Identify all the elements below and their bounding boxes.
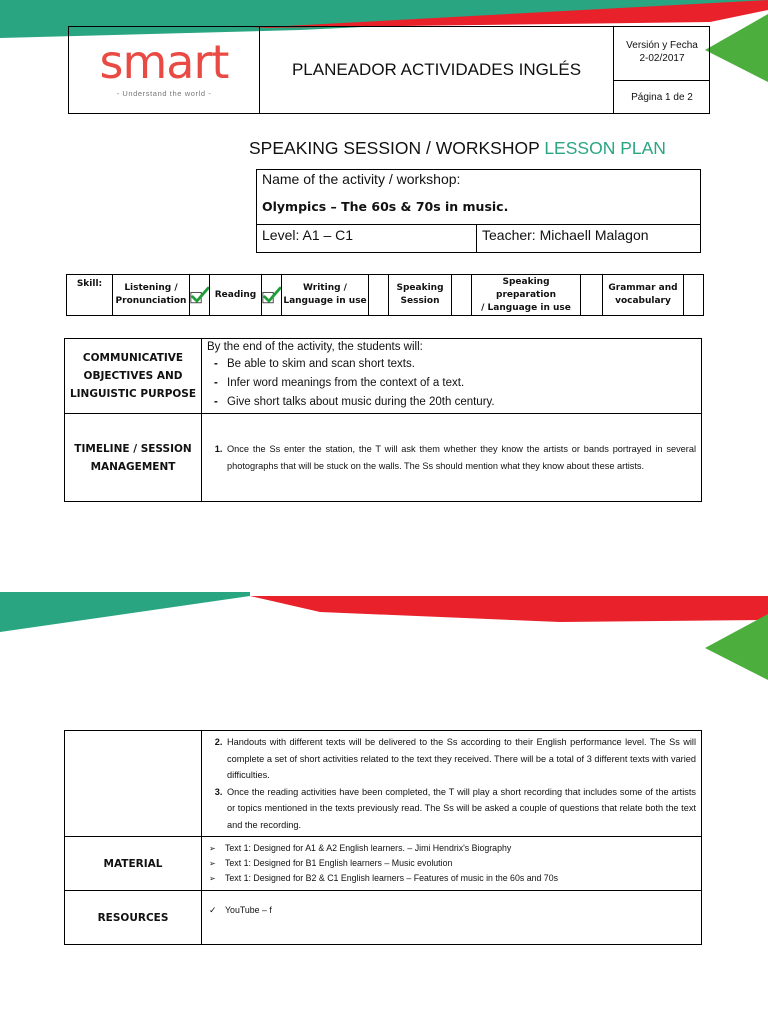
timeline-content: [202, 414, 702, 502]
teacher: Teacher: Michaell Malagon: [482, 227, 649, 243]
objectives-list: [203, 355, 700, 412]
skill-speaking-preparation-checkbox[interactable]: [581, 275, 603, 315]
level: Level: A1 – C1: [262, 227, 354, 243]
list-item: ✓ YouTube – f: [225, 903, 700, 918]
version-date: 2-02/2017: [639, 53, 685, 64]
skill-reading: Reading: [210, 275, 262, 315]
skills-row: [66, 274, 704, 316]
logo-text: smart: [99, 35, 229, 89]
version-info: [614, 27, 710, 81]
skill-speaking-preparation: Speaking preparation / Language in use: [472, 275, 581, 315]
resources-row: [65, 891, 702, 945]
document-header: [68, 26, 710, 114]
skill-listening-checkbox[interactable]: [190, 275, 210, 315]
lesson-title: [249, 138, 666, 159]
objectives-row: [65, 339, 702, 414]
document-title: PLANEADOR ACTIVIDADES INGLÉS: [260, 27, 614, 113]
lesson-plan-table: [64, 338, 702, 502]
skill-label: Skill:: [67, 275, 113, 315]
timeline-steps-continued: [203, 734, 700, 833]
timeline-continued-content: [202, 731, 702, 837]
objectives-label: COMMUNICATIVE OBJECTIVES AND LINGUISTIC PURPOSE: [65, 339, 202, 414]
activity-info: [256, 169, 701, 253]
objectives-intro: By the end of the activity, the students will:: [207, 341, 423, 353]
list-item: - Give short talks about music during the 20th century.: [227, 393, 700, 412]
resources-content: [202, 891, 702, 945]
material-content: [202, 837, 702, 891]
skill-grammar: Grammar and vocabulary: [603, 275, 684, 315]
activity-name-label: Name of the activity / workshop:: [262, 171, 461, 187]
list-item: ➢ Text 1: Designed for B2 & C1 English learners – Features of music in the 60s and 70s: [225, 871, 700, 886]
version-label: Versión y Fecha: [626, 40, 698, 51]
timeline-steps: [203, 441, 700, 474]
skill-listening: Listening / Pronunciation: [113, 275, 190, 315]
skill-speaking: Speaking Session: [389, 275, 452, 315]
resources-label: RESOURCES: [65, 891, 202, 945]
list-item: - Be able to skim and scan short texts.: [227, 355, 700, 374]
page2-header-decoration: [0, 592, 768, 692]
timeline-row: [65, 414, 702, 502]
resources-list: [203, 903, 700, 918]
checkmark-icon: [262, 284, 281, 306]
list-item: 3. Once the reading activities have been completed, the T will play a short recording that includes some of the artists or topics mentioned in the texts previously read. The Ss will be asked a couple of questions that relate both the text and the recording.: [225, 784, 696, 834]
material-row: [65, 837, 702, 891]
logo: [69, 27, 260, 113]
skill-writing-checkbox[interactable]: [369, 275, 389, 315]
checkmark-icon: [190, 284, 209, 306]
skill-speaking-checkbox[interactable]: [452, 275, 472, 315]
list-item: ➢ Text 1: Designed for B1 English learners – Music evolution: [225, 856, 700, 871]
lesson-title-highlight: LESSON PLAN: [544, 138, 666, 158]
skill-reading-checkbox[interactable]: [262, 275, 282, 315]
material-label: MATERIAL: [65, 837, 202, 891]
page-number: Página 1 de 2: [631, 92, 693, 103]
logo-tagline: - Understand the world -: [116, 89, 212, 98]
list-item: ➢ Text 1: Designed for A1 & A2 English learners. – Jimi Hendrix's Biography: [225, 841, 700, 856]
objectives-content: [202, 339, 702, 414]
material-list: [203, 841, 700, 886]
timeline-continued-row: [65, 731, 702, 837]
list-item: 2. Handouts with different texts will be delivered to the Ss according to their English performance level. The Ss will complete a set of short activities related to the text they received. There will be a total of 3 different texts with varied difficulties.: [225, 734, 696, 784]
skill-writing: Writing / Language in use: [282, 275, 369, 315]
lesson-plan-table-continued: [64, 730, 702, 945]
timeline-label: TIMELINE / SESSION MANAGEMENT: [65, 414, 202, 502]
lesson-title-prefix: SPEAKING SESSION / WORKSHOP: [249, 138, 540, 158]
activity-name-value: Olympics – The 60s & 70s in music.: [262, 199, 509, 214]
list-item: - Infer word meanings from the context of a text.: [227, 374, 700, 393]
skill-grammar-checkbox[interactable]: [684, 275, 703, 315]
list-item: 1. Once the Ss enter the station, the T will ask them whether they know the artists or bands portrayed in several photographs that will be stuck on the walls. The Ss should mention what they know about these artists.: [225, 441, 696, 474]
